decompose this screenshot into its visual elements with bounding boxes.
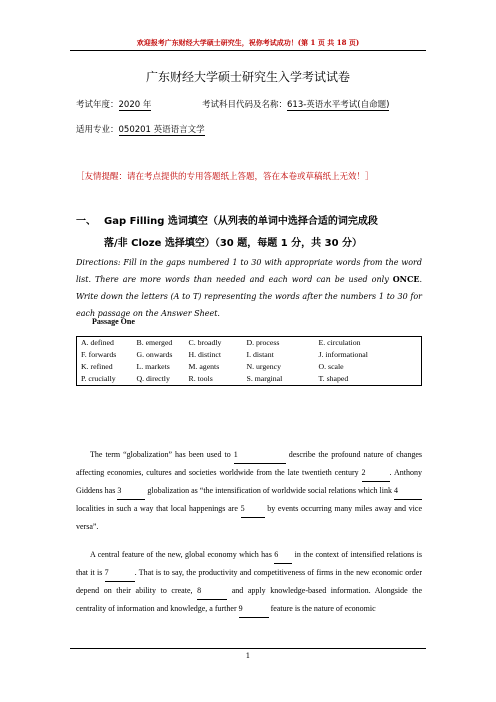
answer-blank: 7	[105, 564, 135, 582]
passage-text: feature is the nature of economic	[268, 604, 376, 613]
word-option: G. onwards	[136, 350, 173, 359]
passage-text: localities in such a way that local happenings are	[76, 504, 241, 513]
passage-text: . That is to say, the productivity and competitiveness of firms in the new economic order depend on their ability to create,	[76, 568, 422, 595]
word-option: H. distinct	[188, 350, 221, 359]
passage-text: describe the profound nature of changes affecting economies, cultures and societies worldwide from the late twentieth century	[76, 450, 422, 477]
page-number: 1	[245, 652, 251, 660]
word-option: L. markets	[136, 362, 170, 371]
word-option: R. tools	[188, 374, 213, 383]
passage-text: and apply knowledge-based information. Alongside the centrality of information and knowledge, a further	[76, 586, 422, 613]
answer-blank: 5	[241, 500, 265, 518]
word-bank-row	[77, 373, 422, 386]
word-option: C. broadly	[188, 338, 222, 347]
word-option: A. defined	[81, 338, 114, 347]
passage-text: The term “globalization” has been used to	[90, 450, 234, 459]
word-option: P. crucially	[81, 374, 116, 383]
passage-text: in the context of intensified relations is that it is	[76, 550, 422, 577]
exam-subject	[202, 98, 389, 110]
major-value: 050201 英语语言文学	[118, 125, 205, 135]
passage-paragraph-1	[76, 446, 422, 535]
answer-notice: ［友情提醒：请在考点提供的专用答题纸上答题，答在本卷或草稿纸上无效！］	[76, 172, 374, 182]
passage-text: . Anthony Giddens has	[76, 468, 422, 495]
answer-blank: 4	[394, 482, 422, 500]
answer-blank: 6	[274, 546, 292, 564]
passage-text: A central feature of the new, global economy which has	[90, 550, 275, 559]
exam-title: 广东财经大学硕士研究生入学考试试卷	[145, 70, 350, 84]
answer-blank: 8	[197, 582, 227, 600]
word-bank-row	[77, 337, 422, 350]
word-option: K. refined	[81, 362, 113, 371]
answer-blank: 9	[239, 600, 269, 618]
directions-emphasis: ONCE	[392, 274, 420, 284]
footer-divider	[70, 648, 426, 649]
passage-text: globalization as “the intensification of worldwide social relations which link	[145, 486, 394, 495]
word-option: O. scale	[318, 362, 344, 371]
passage-paragraph-2	[76, 546, 422, 618]
word-option: B. emerged	[136, 338, 173, 347]
section-number: 一、	[76, 216, 96, 227]
word-option: N. urgency	[246, 362, 281, 371]
answer-blank: 3	[117, 482, 145, 500]
word-bank	[76, 336, 422, 386]
word-option: J. informational	[318, 350, 368, 359]
word-option: S. marginal	[246, 374, 283, 383]
directions-text-2: . Write down the letters (A to T) representing the words after the numbers 1 to 30 for each passage on the Answer Sheet.	[76, 275, 422, 318]
word-option: Q. directly	[136, 374, 170, 383]
word-bank-row	[77, 361, 422, 373]
answer-blank: 1	[234, 446, 286, 464]
year-value: 2020 年	[118, 100, 152, 110]
subject-label: 考试科目代码及名称：	[202, 100, 288, 110]
word-option: E. circulation	[318, 338, 361, 347]
word-bank-row	[77, 349, 422, 361]
page-header: 欢迎报考广东财经大学硕士研究生，祝你考试成功！(第 1 页 共 18 页)	[136, 38, 360, 47]
major-label: 适用专业：	[76, 125, 119, 135]
directions-text-1: Directions: Fill in the gaps numbered 1 to 30 with appropriate words from the word list. There are more words than needed and each word can be used only	[76, 258, 422, 284]
exam-major	[76, 123, 205, 135]
year-label: 考试年度：	[76, 100, 119, 110]
word-option: D. process	[246, 338, 280, 347]
passage-text: by events occurring many miles away and vice versa”.	[76, 504, 422, 531]
word-option: F. forwards	[81, 350, 117, 359]
subject-value: 613-英语水平考试(自命题)	[287, 100, 390, 110]
section-heading-line2: 落/非 Cloze 选择填空）（30 题，每题 1 分，共 30 分）	[104, 238, 363, 249]
section-heading-line1: Gap Filling 选词填空（从列表的单词中选择合适的词完成段	[104, 216, 378, 227]
answer-blank: 2	[362, 464, 390, 482]
word-option: T. shaped	[318, 374, 349, 383]
directions	[76, 254, 422, 322]
header-divider	[70, 50, 426, 51]
word-option: I. distant	[246, 350, 274, 359]
word-option: M. agents	[188, 362, 220, 371]
passage-title: Passage One	[92, 317, 135, 326]
exam-year	[76, 98, 151, 110]
